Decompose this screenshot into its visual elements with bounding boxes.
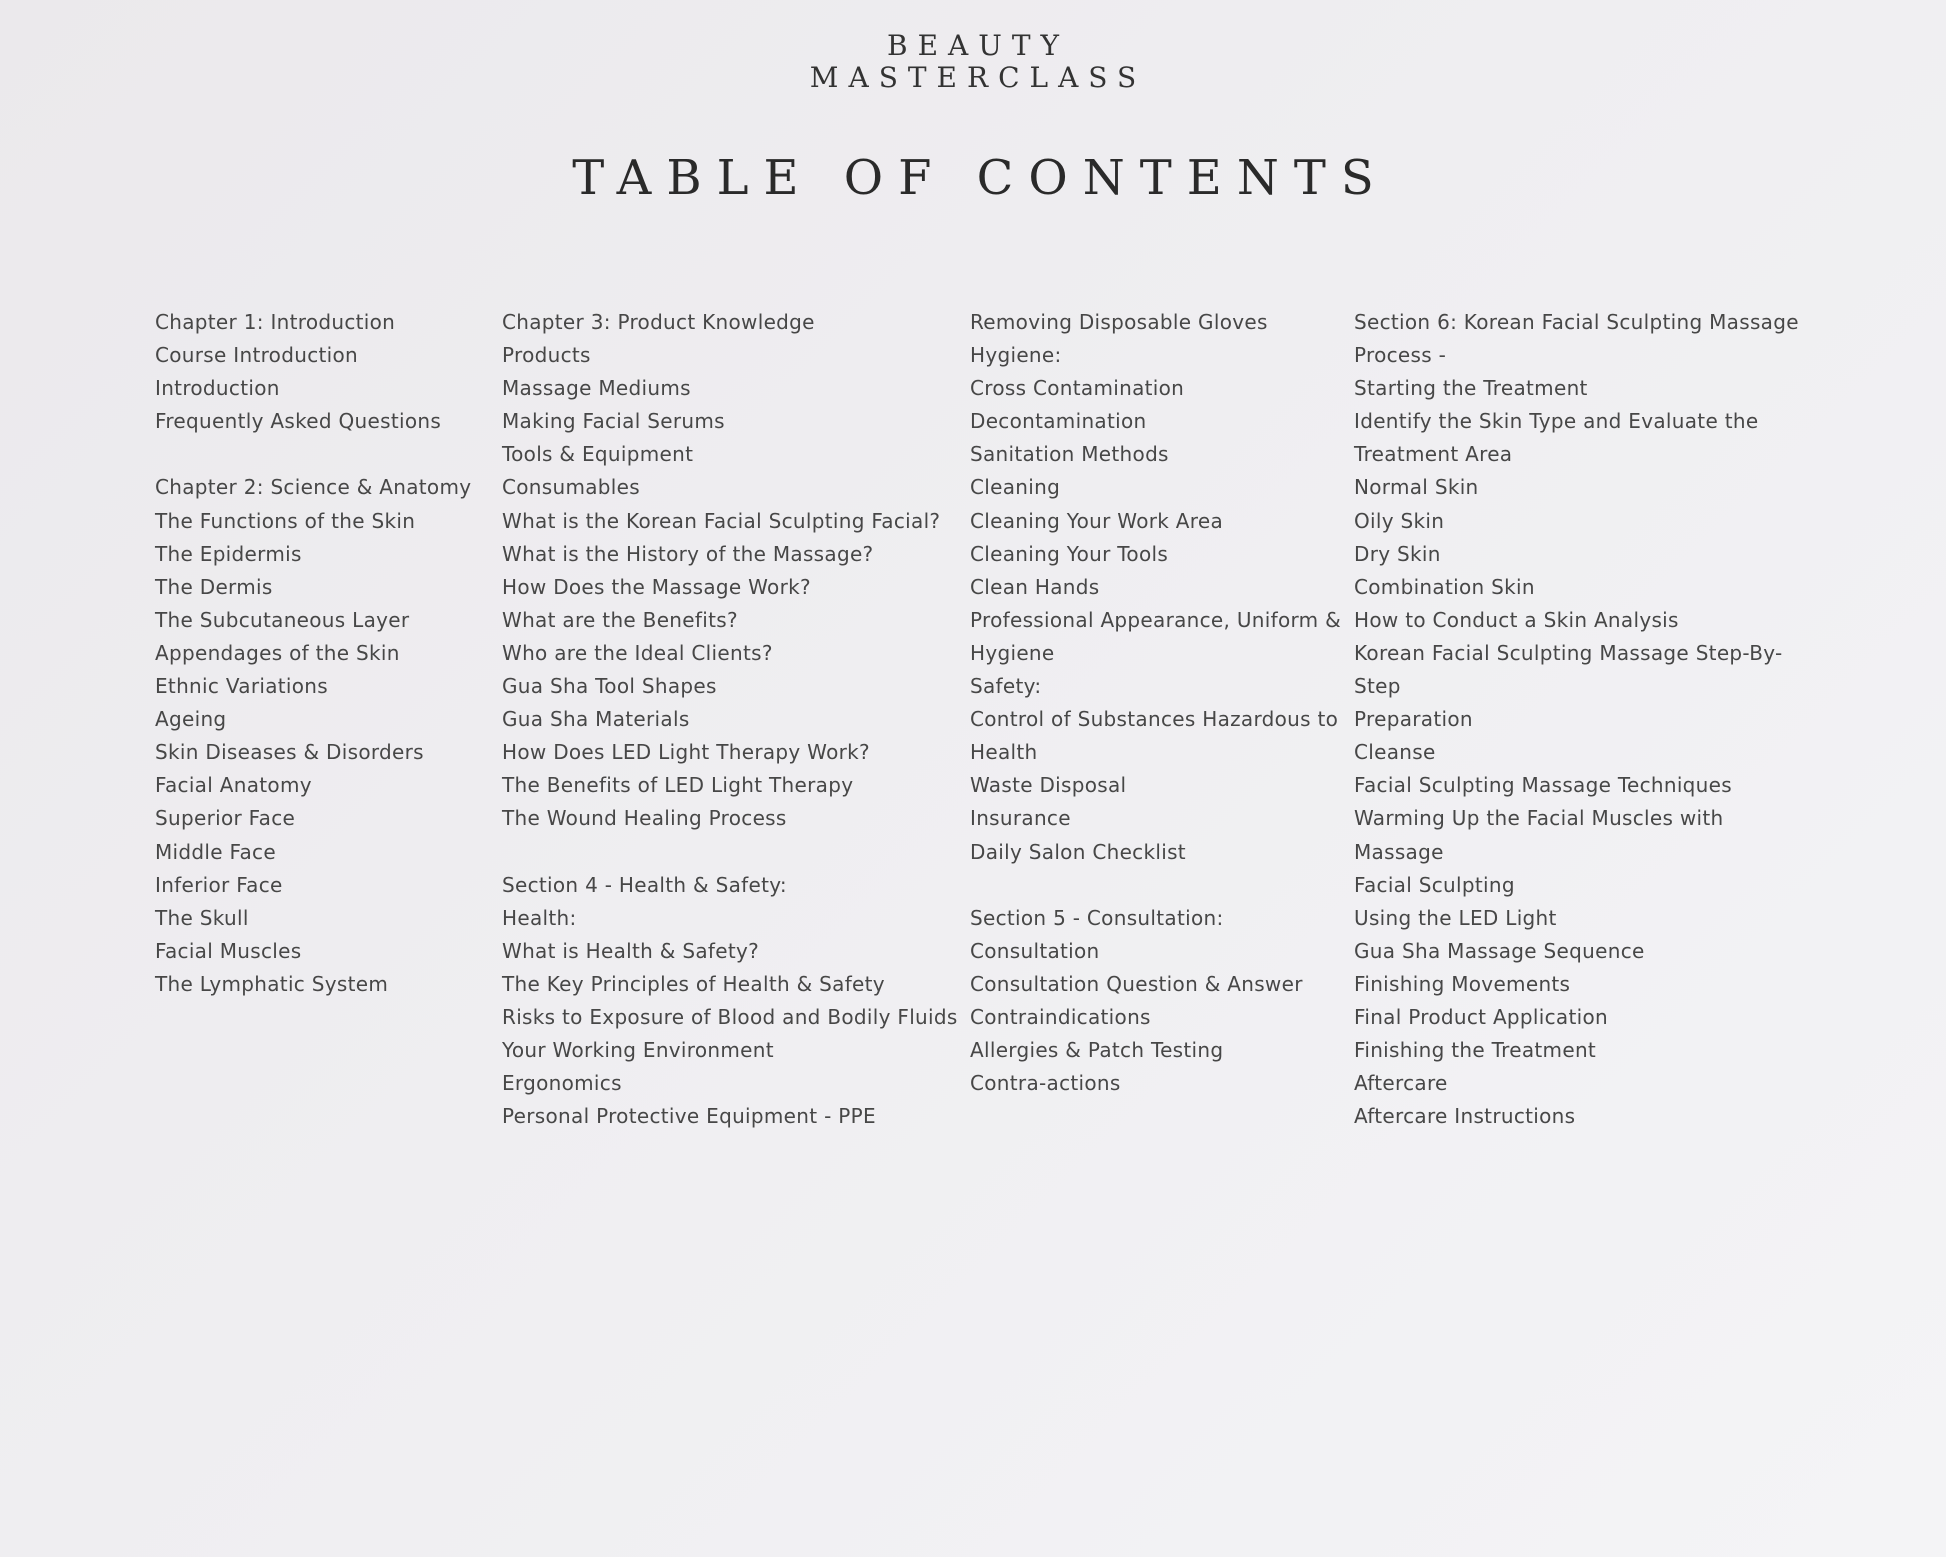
toc-entry: Section 4 - Health & Safety:	[502, 872, 787, 897]
toc-entry: The Dermis	[155, 574, 273, 599]
toc-entry: Control of Substances Hazardous to	[970, 707, 1339, 732]
toc-entry: The Benefits of LED Light Therapy	[502, 773, 854, 798]
toc-entry: Frequently Asked Questions	[155, 409, 442, 434]
toc-entry: Preparation	[1354, 707, 1473, 732]
toc-entry: Section 6: Korean Facial Sculpting Massage	[1354, 310, 1799, 334]
toc-entry: Chapter 3: Product Knowledge	[502, 310, 815, 334]
toc-entry: What are the Benefits?	[502, 607, 738, 632]
toc-entry: Cleaning Your Work Area	[970, 508, 1224, 533]
toc-entry: Cross Contamination	[970, 376, 1185, 401]
toc-entry: Who are the Ideal Clients?	[502, 640, 773, 665]
toc-entry: Massage Mediums	[502, 376, 691, 401]
toc-entry: What is the History of the Massage?	[502, 541, 874, 566]
toc-entry: Oily Skin	[1354, 508, 1445, 533]
toc-entry: Normal Skin	[1354, 475, 1479, 500]
toc-entry: How Does the Massage Work?	[502, 574, 811, 599]
toc-entry: Ergonomics	[502, 1071, 622, 1096]
toc-entry: Inferior Face	[155, 872, 283, 897]
toc-entry: Daily Salon Checklist	[970, 839, 1186, 864]
toc-entry: Ageing	[155, 707, 227, 732]
toc-entry: Products	[502, 343, 591, 368]
toc-entry: Gua Sha Materials	[502, 707, 690, 732]
toc-entry: How Does LED Light Therapy Work?	[502, 740, 870, 765]
toc-entry: Safety:	[970, 674, 1042, 699]
toc-entry: Cleaning Your Tools	[970, 541, 1169, 566]
toc-entry: Appendages of the Skin	[155, 640, 400, 665]
toc-entry: Gua Sha Massage Sequence	[1354, 938, 1645, 963]
toc-entry: The Lymphatic System	[155, 971, 389, 996]
toc-entry: Process -	[1354, 343, 1447, 368]
toc-entry: Tools & Equipment	[502, 442, 694, 467]
toc-entry: Introduction	[155, 376, 280, 401]
toc-entry: Identify the Skin Type and Evaluate the	[1354, 409, 1759, 434]
toc-entry: Chapter 1: Introduction	[155, 310, 396, 334]
toc-entry: Professional Appearance, Uniform &	[970, 607, 1342, 632]
toc-entry: Course Introduction	[155, 343, 358, 368]
toc-entry: The Wound Healing Process	[502, 806, 787, 831]
toc-entry: The Subcutaneous Layer	[155, 607, 410, 632]
toc-entry: Finishing Movements	[1354, 971, 1571, 996]
toc-entry: Making Facial Serums	[502, 409, 725, 434]
toc-entry: Cleanse	[1354, 740, 1436, 765]
toc-entry: Personal Protective Equipment - PPE	[502, 1104, 876, 1129]
toc-entry: Decontamination	[970, 409, 1147, 434]
toc-entry: Treatment Area	[1354, 442, 1513, 467]
toc-entry: Insurance	[970, 806, 1071, 831]
toc-entry: Skin Diseases & Disorders	[155, 740, 424, 765]
toc-entry: Aftercare	[1354, 1071, 1448, 1096]
page-title: TABLE OF CONTENTS	[572, 150, 1389, 206]
toc-entry: Cleaning	[970, 475, 1061, 500]
toc-entry: Waste Disposal	[970, 773, 1127, 798]
toc-entry: Aftercare Instructions	[1354, 1104, 1576, 1129]
toc-spacer	[970, 869, 1340, 902]
toc-entry: Chapter 2: Science & Anatomy	[155, 475, 472, 500]
toc-entry: The Key Principles of Health & Safety	[502, 971, 885, 996]
toc-entry: Dry Skin	[1354, 541, 1441, 566]
toc-entry: Final Product Application	[1354, 1004, 1608, 1029]
toc-column-3	[970, 306, 1340, 1100]
toc-entry: Gua Sha Tool Shapes	[502, 674, 717, 699]
toc-entry: Hygiene:	[970, 343, 1062, 368]
brand-logo	[0, 30, 1946, 94]
toc-entry: Using the LED Light	[1354, 905, 1557, 930]
toc-entry: The Skull	[155, 905, 249, 930]
toc-entry: Risks to Exposure of Blood and Bodily Fluids	[502, 1004, 958, 1029]
toc-entry: Allergies & Patch Testing	[970, 1038, 1224, 1063]
toc-entry: What is the Korean Facial Sculpting Facial?	[502, 508, 941, 533]
toc-entry: Combination Skin	[1354, 574, 1535, 599]
toc-entry: Korean Facial Sculpting Massage Step-By-	[1354, 640, 1783, 665]
toc-column-4	[1354, 306, 1814, 1133]
toc-entry: Facial Sculpting Massage Techniques	[1354, 773, 1732, 798]
toc-entry: Warming Up the Facial Muscles with	[1354, 806, 1724, 831]
toc-entry: Middle Face	[155, 839, 276, 864]
toc-entry: Finishing the Treatment	[1354, 1038, 1597, 1063]
toc-entry: Contra-actions	[970, 1071, 1121, 1096]
toc-entry: Removing Disposable Gloves	[970, 310, 1268, 334]
toc-entry: Consultation	[970, 938, 1100, 963]
toc-entry: Health:	[502, 905, 577, 930]
toc-entry: How to Conduct a Skin Analysis	[1354, 607, 1679, 632]
toc-entry: The Epidermis	[155, 541, 302, 566]
toc-spacer	[502, 836, 962, 869]
toc-entry: Starting the Treatment	[1354, 376, 1588, 401]
toc-entry: Clean Hands	[970, 574, 1100, 599]
toc-column-2	[502, 306, 962, 1133]
toc-entry: Your Working Environment	[502, 1038, 774, 1063]
toc-entry: Massage	[1354, 839, 1444, 864]
toc-entry: Facial Sculpting	[1354, 872, 1515, 897]
toc-spacer	[155, 438, 475, 471]
toc-entry: The Functions of the Skin	[155, 508, 416, 533]
toc-entry: Consultation Question & Answer	[970, 971, 1303, 996]
toc-column-1	[155, 306, 475, 1001]
toc-entry: Step	[1354, 674, 1401, 699]
toc-entry: Section 5 - Consultation:	[970, 905, 1224, 930]
brand-line-2: MASTERCLASS	[809, 61, 1147, 94]
toc-entry: Facial Muscles	[155, 938, 302, 963]
toc-entry: Health	[970, 740, 1038, 765]
toc-entry: Contraindications	[970, 1004, 1151, 1029]
toc-entry: Ethnic Variations	[155, 674, 328, 699]
toc-entry: Consumables	[502, 475, 640, 500]
toc-entry: Facial Anatomy	[155, 773, 312, 798]
toc-entry: Superior Face	[155, 806, 296, 831]
toc-entry: Hygiene	[970, 640, 1055, 665]
brand-line-1: BEAUTY	[887, 29, 1069, 62]
toc-entry: What is Health & Safety?	[502, 938, 760, 963]
toc-entry: Sanitation Methods	[970, 442, 1169, 467]
